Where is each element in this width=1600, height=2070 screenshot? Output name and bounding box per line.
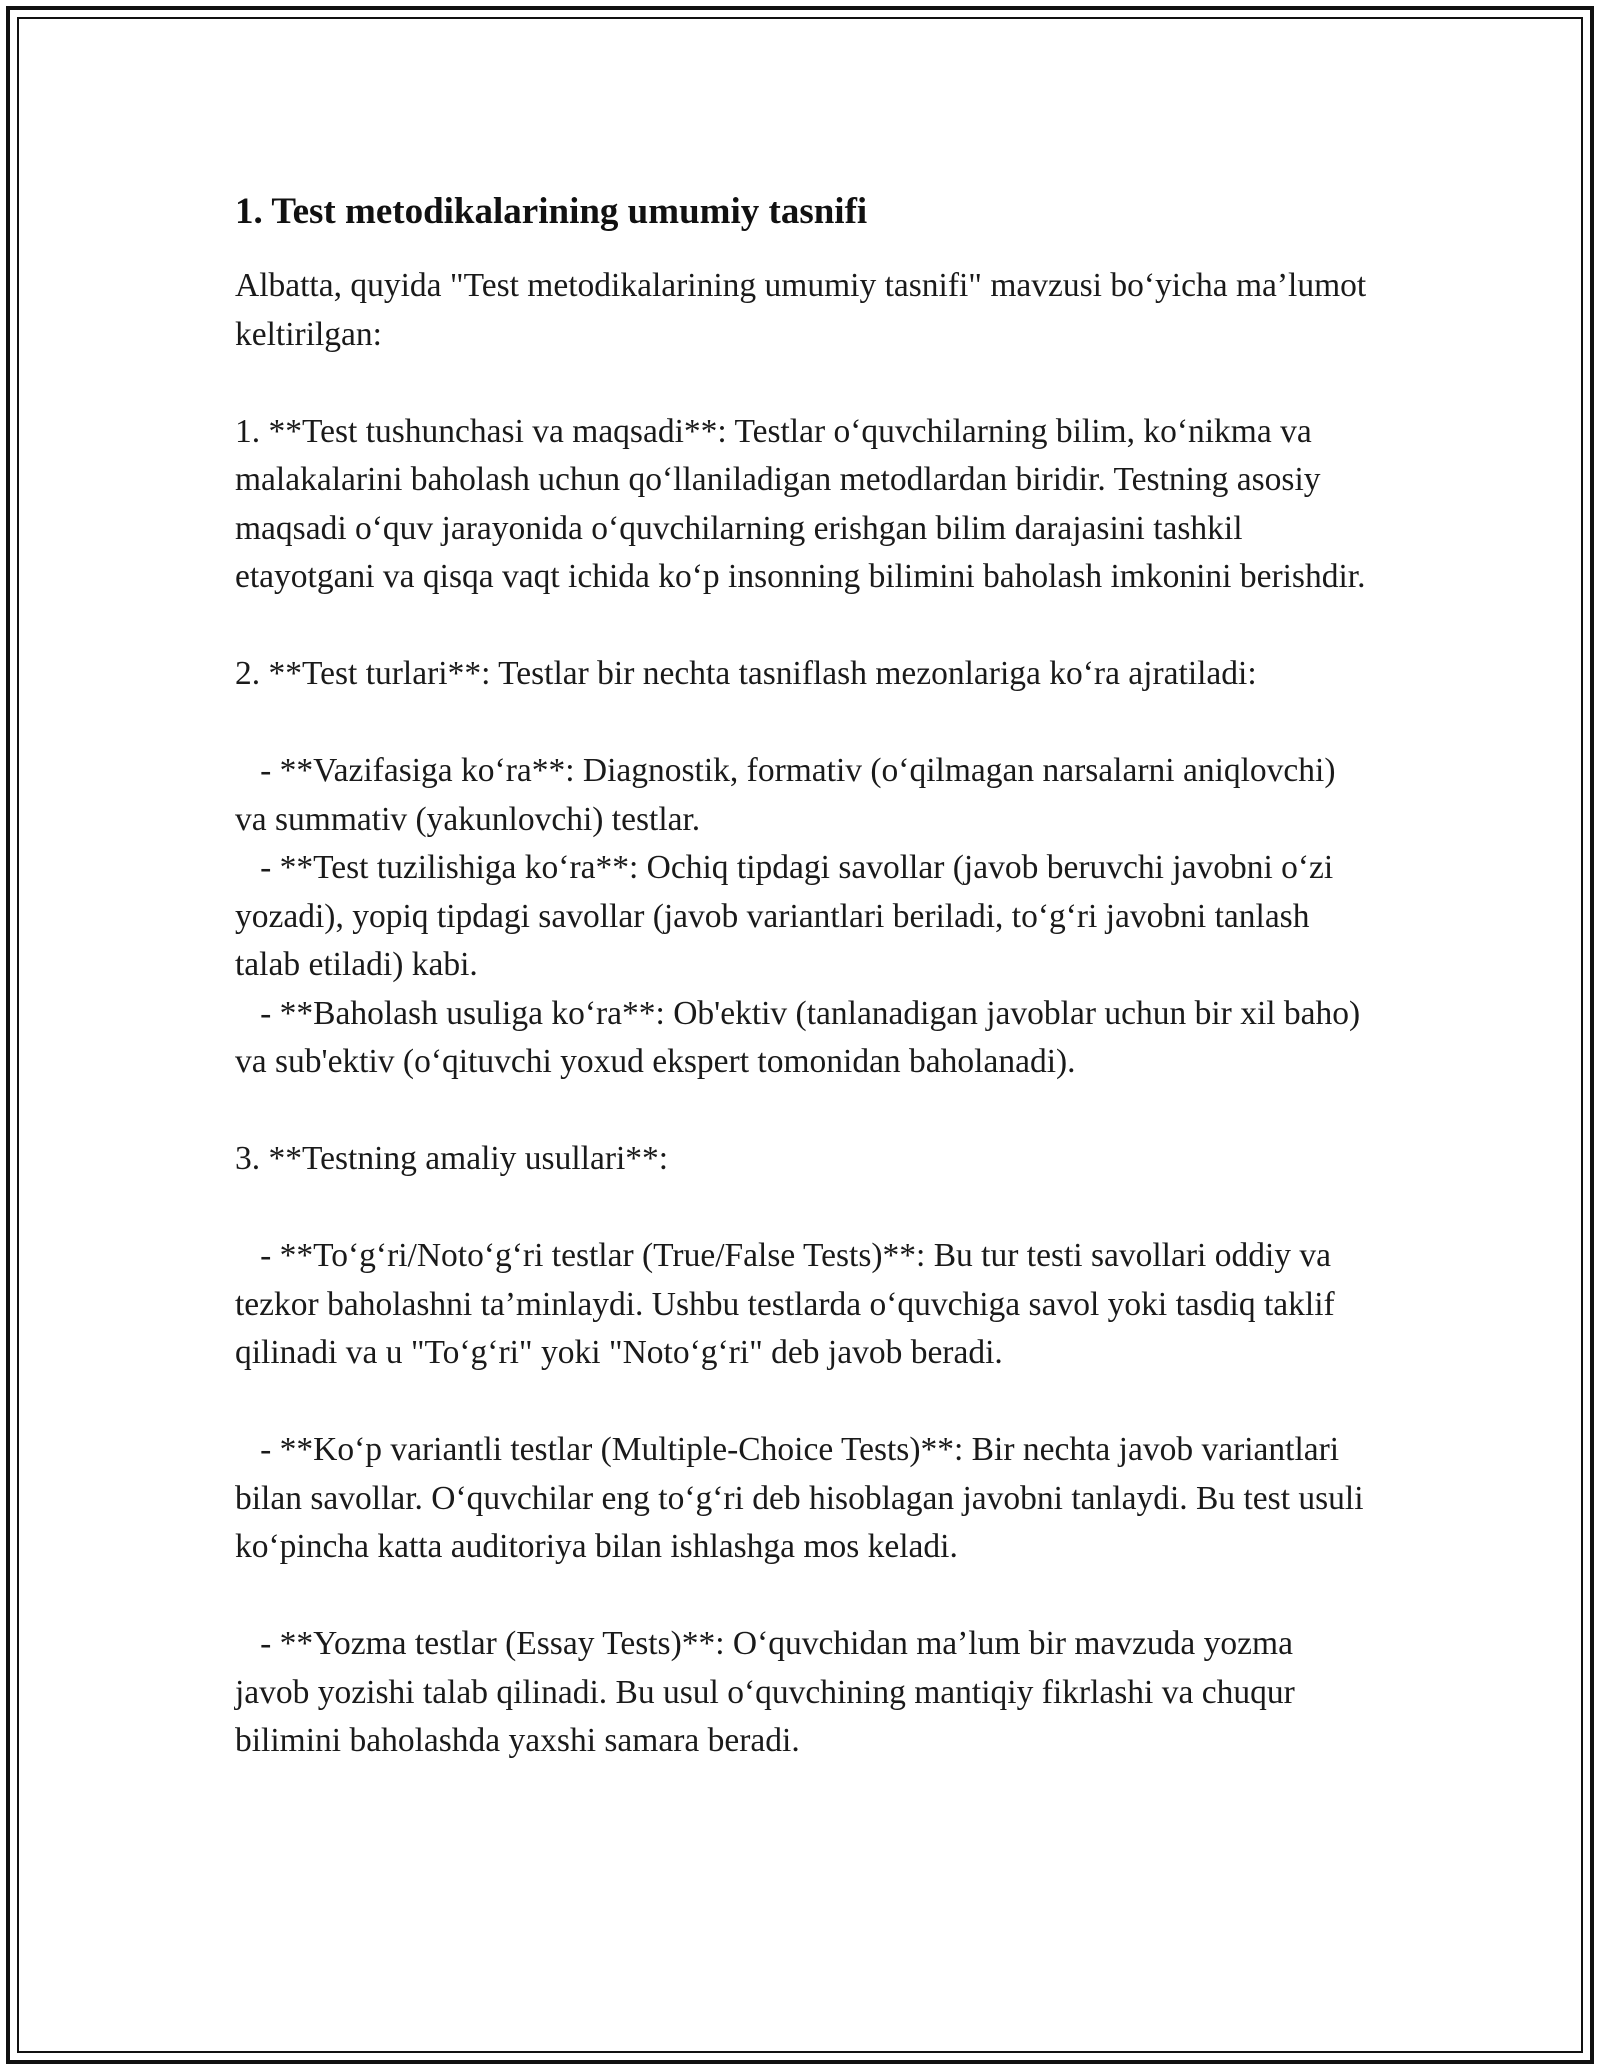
paragraph-practical-methods: 3. **Testning amaliy usullari**:	[235, 1140, 669, 1177]
spacer	[235, 1572, 1375, 1621]
list-item-text: - **Vazifasiga ko‘ra**: Diagnostik, formativ (o‘qilmagan narsalarni aniqlovchi) va summativ (yakunlovchi) testlar.	[235, 752, 1336, 838]
list-item-text: - **Baholash usuliga ko‘ra**: Ob'ektiv (tanlanadigan javoblar uchun bir xil baho) va sub'ektiv (o‘qituvchi yoxud ekspert tomonidan baholanadi).	[235, 994, 1361, 1080]
spacer	[235, 1087, 1375, 1136]
section-heading: 1. Test metodikalarining umumiy tasnifi	[235, 191, 868, 232]
spacer	[235, 1378, 1375, 1427]
spacer	[235, 359, 1375, 408]
spacer	[235, 699, 1375, 748]
list-item-by-grading	[235, 990, 1375, 1087]
list-item-essay	[235, 1620, 1375, 1766]
document-body	[235, 186, 1375, 1766]
list-item-true-false	[235, 1232, 1375, 1378]
list-item-by-structure	[235, 844, 1375, 990]
list-item-text: - **Test tuzilishiga ko‘ra**: Ochiq tipdagi savollar (javob beruvchi javobni o‘zi yozadi), yopiq tipdagi savollar (javob variantlari beriladi, to‘g‘ri javobni tanlash talab etiladi) kabi.	[235, 849, 1334, 983]
list-item-text: - **To‘g‘ri/Noto‘g‘ri testlar (True/False Tests)**: Bu tur testi savollari oddiy va tezkor baholashni ta’minlaydi. Ushbu testlarda o‘quvchiga savol yoki tasdiq taklif qilinadi va u "To‘g‘ri" yoki "Noto‘g‘ri" deb javob beradi.	[235, 1237, 1335, 1371]
list-item-text: - **Ko‘p variantli testlar (Multiple-Choice Tests)**: Bir nechta javob variantlari bilan savollar. O‘quvchilar eng to‘g‘ri deb hisoblagan javobni tanlaydi. Bu test usuli ko‘pincha katta auditoriya bilan ishlashga mos keladi.	[235, 1431, 1364, 1565]
intro-paragraph: Albatta, quyida "Test metodikalarining umumiy tasnifi" mavzusi bo‘yicha ma’lumot keltirilgan:	[235, 267, 1367, 353]
spacer	[235, 1184, 1375, 1233]
list-item-by-purpose	[235, 747, 1375, 844]
list-item-text: - **Yozma testlar (Essay Tests)**: O‘quvchidan ma’lum bir mavzuda yozma javob yozishi talab qilinadi. Bu usul o‘quvchining mantiqiy fikrlashi va chuqur bilimini baholashda yaxshi samara beradi.	[235, 1625, 1295, 1759]
paragraph-test-types: 2. **Test turlari**: Testlar bir nechta tasniflash mezonlariga ko‘ra ajratiladi:	[235, 655, 1257, 692]
spacer	[235, 602, 1375, 651]
paragraph-test-concept: 1. **Test tushunchasi va maqsadi**: Testlar o‘quvchilarning bilim, ko‘nikma va malakalarini baholash uchun qo‘llaniladigan metodlardan biridir. Testning asosiy maqsadi o‘quv jarayonida o‘quvchilarning erishgan bilim darajasini tashkil etayotgani va qisqa vaqt ichida ko‘p insonning bilimini baholash imkonini berishdir.	[235, 412, 1366, 595]
list-item-multiple-choice	[235, 1426, 1375, 1572]
